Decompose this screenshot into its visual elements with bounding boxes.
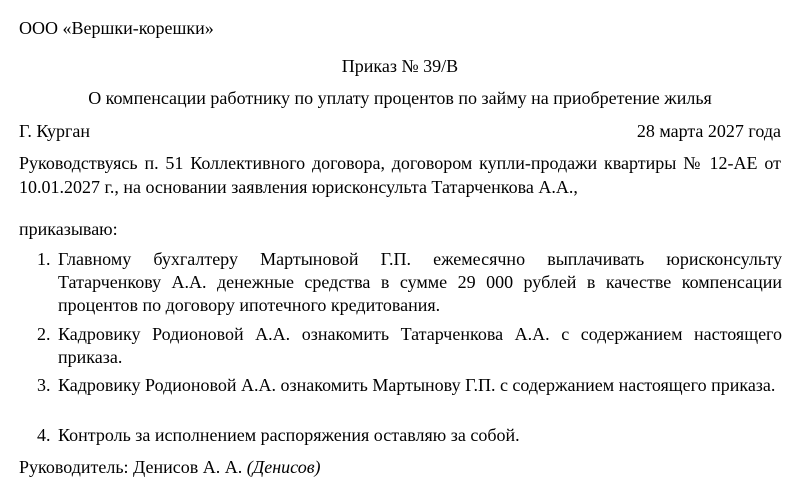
order-item bbox=[37, 323, 782, 369]
order-basis-paragraph: Руководствуясь п. 51 Коллективного договора, договором купли-продажи квартиры № 12-АЕ от 10.01.2027 г., на основании заявления юрисконсульта Татарченкова А.А., bbox=[19, 153, 781, 197]
order-item bbox=[37, 374, 782, 397]
order-item-text: Кадровику Родионовой А.А. ознакомить Татарченкова А.А. с содержанием настоящего приказа. bbox=[58, 324, 782, 367]
signature-line bbox=[19, 456, 321, 478]
organization-name: ООО «Вершки-корешки» bbox=[19, 18, 214, 38]
order-date: 28 марта 2027 года bbox=[636, 121, 781, 141]
order-item-number: 3. bbox=[37, 375, 51, 395]
order-title: Приказ № 39/В bbox=[341, 56, 459, 76]
order-city: Г. Курган bbox=[19, 121, 91, 141]
order-item-number: 2. bbox=[37, 324, 51, 344]
order-directive: приказываю: bbox=[19, 219, 118, 239]
order-subject: О компенсации работнику по уплату процентов по займу на приобретение жилья bbox=[88, 88, 712, 108]
signature-label: Руководитель: Денисов А. А. bbox=[19, 457, 243, 477]
order-item bbox=[37, 248, 782, 317]
order-item-number: 1. bbox=[37, 249, 51, 269]
order-item-text: Контроль за исполнением распоряжения оставляю за собой. bbox=[58, 425, 520, 445]
order-item-text: Кадровику Родионовой А.А. ознакомить Мартынову Г.П. с содержанием настоящего приказа. bbox=[58, 375, 776, 395]
order-item-text: Главному бухгалтеру Мартыновой Г.П. ежемесячно выплачивать юрисконсульту Татарченкову А.А. денежные средства в сумме 29 000 рублей в качестве компенсации процентов по договору ипотечного кредитования. bbox=[58, 249, 782, 315]
order-item-number: 4. bbox=[37, 425, 51, 445]
signature-name: (Денисов) bbox=[246, 457, 321, 477]
order-item bbox=[37, 424, 782, 447]
